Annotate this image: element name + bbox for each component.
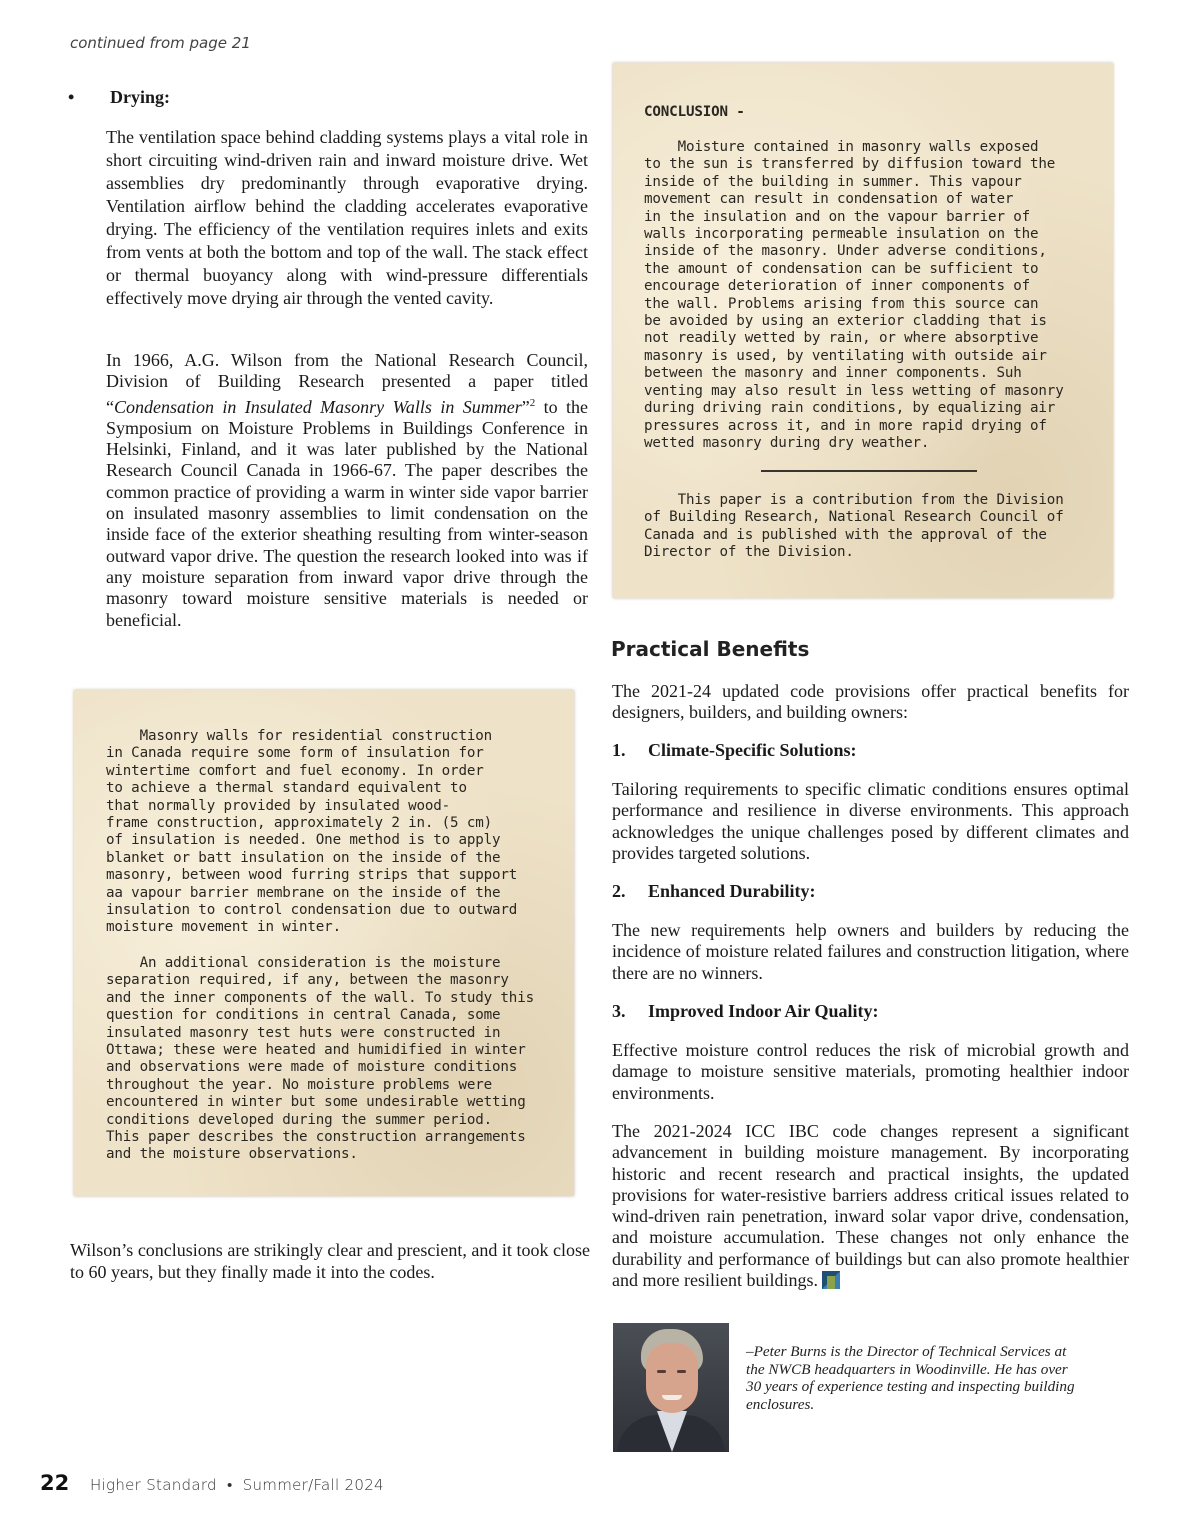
practical-benefits-heading: Practical Benefits	[611, 637, 810, 661]
publication-footer: Higher Standard • Summer/Fall 2024	[90, 1476, 384, 1494]
closing-text: The 2021-2024 ICC IBC code changes represent a significant advancement in building moisture management. By incorporating historic and recent research and practical insights, the updated provisions for water-resistive barriers address critical issues related to wind-driven rain penetration, inward solar vapor drive, condensation, and moisture accumulation. These changes not only enhance the durability and performance of buildings but can also promote healthier and more resilient buildings.	[612, 1121, 1129, 1291]
wilson-paragraph	[106, 350, 588, 631]
wilson-text-before: In 1966, A.G. Wilson from the National Research Council, Division of Building Research presented a paper titled “	[106, 350, 588, 417]
drying-heading	[68, 87, 170, 108]
wilson-conclusion-paragraph: Wilson’s conclusions are strikingly clear and prescient, and it took close to 60 years, but they finally made it into the codes.	[70, 1240, 590, 1282]
photo-eye	[677, 1370, 686, 1373]
benefit-text-1: Tailoring requirements to specific climatic conditions ensures optimal performance and resilience in diverse environments. This approach acknowledges the unique challenges posed by different climates and provides targeted solutions.	[612, 779, 1129, 863]
footnote-ref: 2	[529, 396, 536, 409]
conclusion-excerpt-heading: CONCLUSION -	[644, 104, 745, 120]
intro-excerpt-image	[74, 690, 574, 1196]
benefit-heading-1	[612, 740, 857, 761]
conclusion-excerpt-image	[613, 63, 1113, 598]
photo-eye	[657, 1370, 666, 1373]
wilson-paper-title: Condensation in Insulated Masonry Walls in Summer	[114, 396, 522, 417]
contribution-note: This paper is a contribution from the Division of Building Research, National Research Council of Canada and is published with the approval of the Director of the Division.	[644, 492, 1064, 561]
conclusion-excerpt-body: Moisture contained in masonry walls exposed to the sun is transferred by diffusion toward the inside of the building in summer. This vapour movement can result in condensation of water in the insulation and on the vapour barrier of walls incorporating permeable insulation on the inside of the masonry. Under adverse conditions, the amount of condensation can be sufficient to encourage deterioration of inner components of the wall. Problems arising from this source can be avoided by using an exterior cladding that is not readily wetted by rain, or where absorptive masonry is used, by ventilating with outside air between the masonry and inner components. Suh venting may also result in less wetting of masonry during driving rain conditions, by equalizing air pressures across it, and in more rapid drying of wetted masonry during dry weather.	[644, 139, 1064, 451]
benefit-number: 2.	[612, 881, 626, 901]
continued-note: continued from page 21	[70, 34, 251, 52]
benefit-number: 3.	[612, 1001, 626, 1021]
benefit-heading-2	[612, 881, 816, 902]
photo-face	[646, 1343, 698, 1413]
closing-paragraph	[612, 1121, 1129, 1291]
benefit-text-3: Effective moisture control reduces the risk of microbial growth and damage to moisture sensitive materials, promoting healthier indoor environments.	[612, 1040, 1129, 1103]
drying-heading-text: Drying:	[110, 87, 170, 107]
intro-excerpt-para2: An additional consideration is the moisture separation required, if any, between the masonry and the inner components of the wall. To study this question for conditions in central Canada, some insulated masonry test huts were constructed in Ottawa; these were heated and humidified in winter and observations were made of moisture conditions throughout the year. No moisture problems were encountered in winter but some undesirable wetting conditions developed during the summer period. This paper describes the construction arrangements and the moisture observations.	[106, 955, 534, 1163]
benefit-text-2: The new requirements help owners and builders by reducing the incidence of moisture related failures and construction litigation, where there are no winners.	[612, 920, 1129, 983]
drying-paragraph: The ventilation space behind cladding systems plays a vital role in short circuiting wind-driven rain and inward moisture drive. Wet assemblies dry predominantly through evaporative drying. Ventilation airflow behind the cladding accelerates evaporative drying. The efficiency of the ventilation requires inlets and exits from vents at both the bottom and top of the wall. The stack effect or thermal buoyancy along with wind-pressure differentials effectively move drying air through the vented cavity.	[106, 127, 588, 308]
benefits-intro: The 2021-24 updated code provisions offer practical benefits for designers, builders, and building owners:	[612, 681, 1129, 723]
photo-mouth	[662, 1395, 682, 1400]
benefit-title: Climate-Specific Solutions:	[648, 740, 857, 760]
wilson-quote-close: ”	[521, 396, 530, 417]
benefit-heading-3	[612, 1001, 879, 1022]
end-of-article-icon	[822, 1271, 840, 1289]
bullet-glyph: •	[68, 87, 75, 107]
wilson-text-after: to the Symposium on Moisture Problems in Buildings Conference in Helsinki, Finland, and it was later published by the National Research Council Canada in 1966-67. The paper describes the common practice of providing a warm in winter side vapor barrier on insulated masonry assemblies to limit condensation on the inside face of the exterior sheathing resulting from winter-season outward vapor drive. The question the research looked into was if any moisture separation from inward vapor drive through the masonry toward moisture sensitive materials is needed or beneficial.	[106, 396, 589, 630]
intro-excerpt-para1: Masonry walls for residential construction in Canada require some form of insulation for wintertime comfort and fuel economy. In order to achieve a thermal standard equivalent to that normally provided by insulated wood- frame construction, approximately 2 in. (5 cm) of insulation is needed. One method is to apply blanket or batt insulation on the inside of the masonry, between wood furring strips that support aa vapour barrier membrane on the inside of the insulation to control condensation due to outward moisture movement in winter.	[106, 728, 518, 936]
excerpt-divider	[761, 470, 977, 472]
author-bio: –Peter Burns is the Director of Technical Services at the NWCB headquarters in Woodinville. He has over 30 years of experience testing and inspecting building enclosures.	[746, 1343, 1075, 1413]
benefit-title: Enhanced Durability:	[648, 881, 816, 901]
author-photo	[613, 1323, 729, 1452]
benefit-number: 1.	[612, 740, 626, 760]
page-number: 22	[40, 1471, 70, 1495]
benefit-title: Improved Indoor Air Quality:	[648, 1001, 879, 1021]
